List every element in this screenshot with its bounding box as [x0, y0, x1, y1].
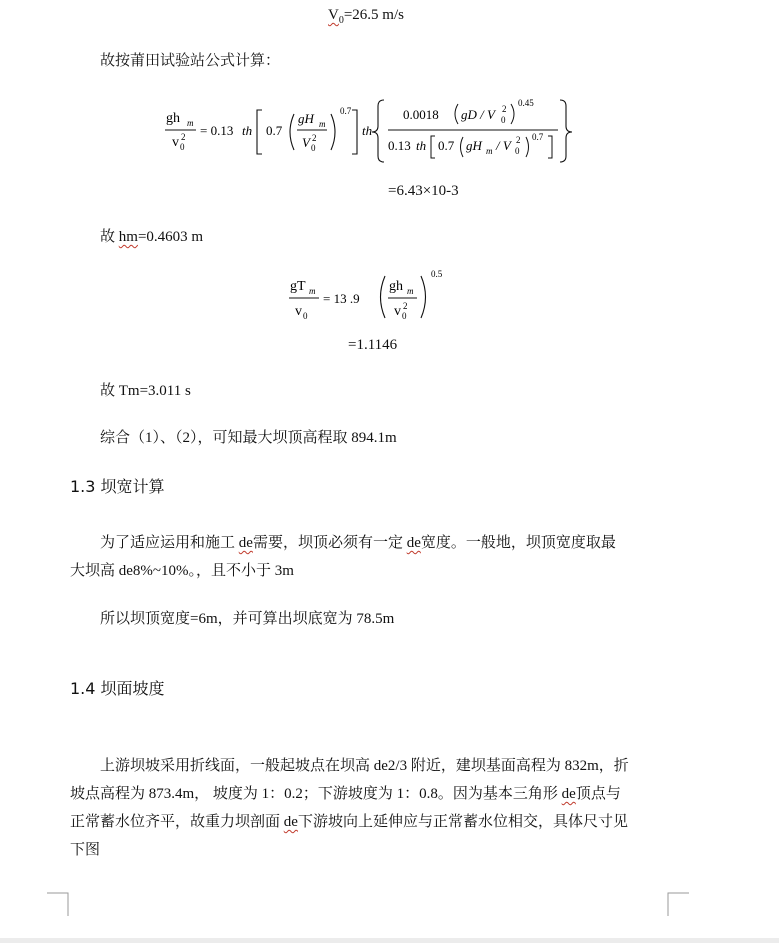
svg-text:0.7: 0.7: [340, 106, 352, 116]
svg-text:gH: gH: [466, 138, 482, 153]
svg-text:0.13: 0.13: [388, 138, 411, 153]
result-1: =6.43×10-3: [388, 183, 459, 199]
tm-line: 故 Tm=3.011 s: [100, 383, 191, 399]
svg-text:2: 2: [181, 132, 186, 142]
svg-text:V: V: [302, 135, 310, 150]
margin-mark-right: [667, 892, 689, 916]
v0-value: =26.5 m/s: [343, 7, 404, 23]
summary-line: 综合（1）、（2），可知最大坝顶高程取 894.1m: [100, 430, 397, 446]
svg-text:m: m: [407, 286, 414, 296]
paragraph-1-3-b: 所以坝顶宽度=6m，并可算出坝底宽为 78.5m: [100, 611, 395, 627]
svg-text:0.5: 0.5: [431, 269, 443, 279]
svg-text:th: th: [362, 123, 373, 138]
svg-text:th: th: [242, 123, 253, 138]
svg-text:th: th: [416, 138, 427, 153]
equation-tm: [285, 266, 455, 324]
svg-text:0: 0: [515, 146, 520, 156]
v0-line: [328, 5, 404, 31]
svg-text:= 13 .9: = 13 .9: [323, 291, 360, 306]
page-bottom-edge: [0, 938, 779, 943]
svg-text:m: m: [187, 118, 194, 128]
margin-mark-left: [47, 892, 69, 916]
equation-tm-svg: [285, 266, 455, 324]
svg-text:0: 0: [501, 115, 506, 125]
equation-hm: [160, 92, 580, 164]
svg-text:m: m: [309, 286, 316, 296]
svg-text:0: 0: [311, 143, 316, 153]
paragraph-1-4: 上游坝坡采用折线面，一般起坡点在坝高 de2/3 附近，建坝基面高程为 832m，折 坡点高程为 873.4m， 坡度为 1：0.2；下游坡度为 1：0.8。因为基本三角形 de顶点与 正常蓄水位齐平，故重力坝剖面 de下游坡向上延伸应与正常蓄水位相交，具体尺寸见 下图: [70, 758, 629, 858]
hm-symbol: hm: [118, 229, 138, 245]
svg-text:0.0018: 0.0018: [403, 107, 439, 122]
svg-text:2: 2: [502, 104, 507, 114]
svg-text:gh: gh: [389, 279, 403, 294]
svg-text:2: 2: [403, 301, 408, 311]
svg-text:v: v: [295, 304, 302, 319]
svg-text:0: 0: [180, 142, 185, 152]
svg-text:2: 2: [516, 135, 521, 145]
v0-symbol: $V_0$: [328, 7, 344, 26]
svg-text:gT: gT: [290, 279, 306, 294]
svg-text:/ V: / V: [496, 138, 511, 153]
svg-text:0.7: 0.7: [532, 132, 544, 142]
svg-text:0: 0: [402, 311, 407, 321]
svg-text:0: 0: [303, 311, 308, 321]
section-heading-1-4: 1.4 坝面坡度: [70, 679, 165, 698]
eq1-lhs-num: gh: [166, 111, 180, 126]
svg-text:2: 2: [312, 133, 317, 143]
equation-hm-svg: [160, 92, 580, 164]
svg-text:gH: gH: [298, 111, 314, 126]
svg-text:gD / V: gD / V: [461, 107, 495, 122]
eq1-lhs-den: v: [172, 135, 179, 150]
hm-line: 故 hm=0.4603 m: [100, 229, 204, 245]
paragraph-1-3-a: 为了适应运用和施工 de需要，坝顶必须有一定 de宽度。一般地，坝顶宽度取最 大坝高 de8%~10%。，且不小于 3m: [70, 535, 616, 579]
svg-text:v: v: [394, 304, 401, 319]
svg-text:m: m: [486, 146, 493, 156]
section-heading-1-3: 1.3 坝宽计算: [70, 477, 165, 496]
svg-text:m: m: [319, 119, 326, 129]
result-2: =1.1146: [348, 337, 398, 353]
svg-text:0.7: 0.7: [266, 123, 283, 138]
svg-text:0.45: 0.45: [518, 98, 534, 108]
svg-text:0.7: 0.7: [438, 138, 455, 153]
eq1-coef: = 0.13: [200, 123, 234, 138]
intro-text: 故按莆田试验站公式计算：: [100, 53, 281, 69]
